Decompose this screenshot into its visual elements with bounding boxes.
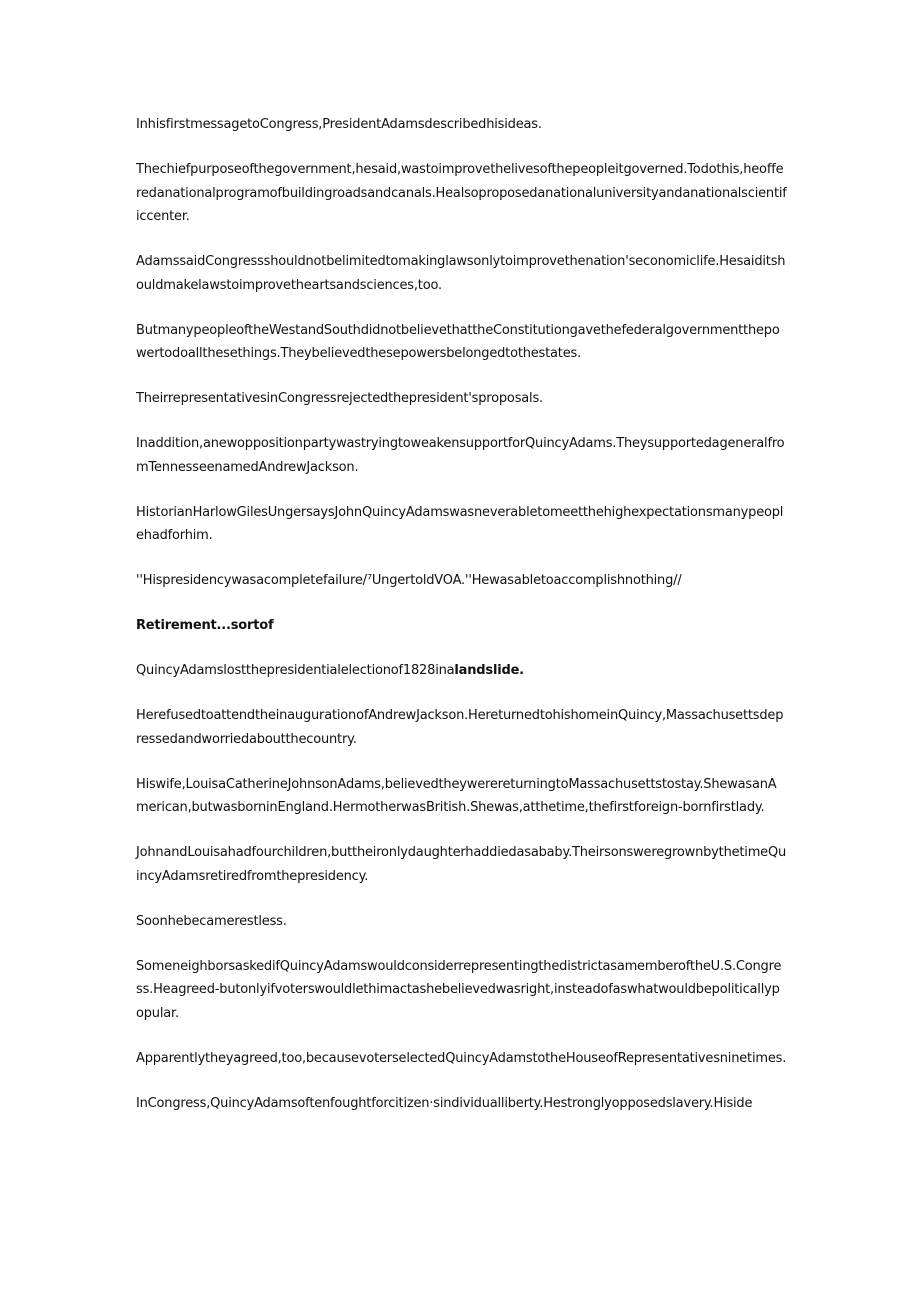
- paragraph-historian-unger: HistorianHarlowGilesUngersaysJohnQuincyAdamswasneverabletomeetthehighexpectationsmanypeoplehadforhim.: [136, 504, 784, 543]
- paragraph-children: JohnandLouisahadfourchildren,buttheironlydaughterhaddiedasababy.TheirsonsweregrownbythetimeQuincyAdamsretiredfromthepresidency.: [136, 845, 787, 884]
- paragraph-chief-purpose: Thechiefpurposeofthegovernment,hesaid,wastoimprovethelivesofthepeopleitgoverned.Todothis,heofferedanationalprogramofbuildingroadsandcanals.Healsoproposedanationaluniversityandanationalscientificcenter.: [136, 162, 787, 224]
- paragraph-opposition-party: Inaddition,anewoppositionpartywastryingtoweakensupportforQuincyAdams.TheysupportedageneralfromTennesseenamedAndrewJackson.: [136, 436, 785, 475]
- paragraph-lost-election: [136, 659, 787, 683]
- document-page: [136, 113, 787, 1137]
- paragraph-voters-elected: Apparentlytheyagreed,too,becausevoterselectedQuincyAdamstotheHouseofRepresentativesninetimes.: [136, 1050, 787, 1066]
- paragraph-lost-election-text: QuincyAdamslostthepresidentialelectionof1828ina: [136, 663, 455, 678]
- paragraph-refused-inauguration: HerefusedtoattendtheinaugurationofAndrewJackson.HereturnedtohishomeinQuincy,Massachusettsdepressedandworriedaboutthecountry.: [136, 708, 784, 747]
- paragraph-restless: Soonhebecamerestless.: [136, 913, 287, 929]
- paragraph-west-south: ButmanypeopleoftheWestandSouthdidnotbelievethattheConstitutiongavethefederalgovernmentthepowertodoallthesethings.Theybelievedthesepowersbelongedtothestates.: [136, 322, 780, 361]
- paragraph-lost-election-bold: landslide.: [454, 663, 524, 678]
- paragraph-neighbors-asked: SomeneighborsaskedifQuincyAdamswouldconsiderrepresentingthedistrictasamemberoftheU.S.Congress.Heagreed-butonlyifvoterswouldlethimactashebelievedwasright,insteadofaswhatwouldbepoliticallypopular.: [136, 958, 782, 1021]
- paragraph-rejected-proposals: TheirrepresentativesinCongressrejectedthepresident'sproposals.: [136, 391, 543, 406]
- paragraph-in-congress: InCongress,QuincyAdamsoftenfoughtforcitizen·sindividualliberty.Hestronglyopposedslavery.Hiside: [136, 1095, 753, 1111]
- section-heading-retirement: Retirement...sortof: [136, 618, 274, 633]
- paragraph-first-message: InhisfirstmessagetoCongress,PresidentAdamsdescribedhisideas.: [136, 117, 542, 132]
- paragraph-quote-failure: ''Hispresidencywasacompletefailure/⁷UngertoldVOA.''Hewasabletoaccomplishnothing//: [136, 573, 682, 588]
- paragraph-congress-arts: AdamssaidCongressshouldnotbelimitedtomakinglawsonlytoimprovethenation'seconomiclife.Hesaiditshouldmakelawstoimprovetheartsandsciences,too.: [136, 254, 786, 293]
- paragraph-wife-louisa: Hiswife,LouisaCatherineJohnsonAdams,believedtheywerereturningtoMassachusettstostay.ShewasanAmerican,butwasborninEngland.HermotherwasBritish.Shewas,atthetime,thefirstforeign-bornfirstlady.: [136, 776, 777, 815]
